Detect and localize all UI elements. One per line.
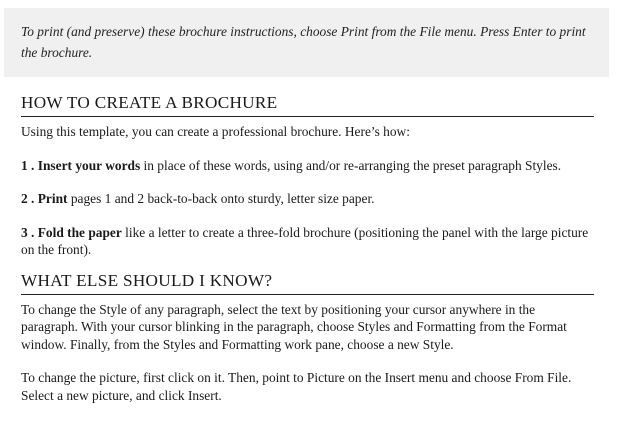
step-1 xyxy=(21,157,594,175)
document-body xyxy=(21,92,594,404)
step-1-number: 1 . xyxy=(21,157,35,173)
heading-what-else: WHAT ELSE SHOULD I KNOW? xyxy=(21,270,594,295)
picture-change-paragraph: To change the picture, first click on it. Then, point to Picture on the Insert menu and choose From File. Select a new picture, and click Insert. xyxy=(21,370,572,403)
step-2 xyxy=(21,190,594,208)
print-instructions-note xyxy=(4,8,609,77)
step-3-text: like a letter to create a three-fold brochure (positioning the panel with the large picture on the front). xyxy=(21,224,589,257)
step-3-bold: Fold the paper xyxy=(37,224,122,240)
step-1-text: in place of these words, using and/or re-arranging the preset paragraph Styles. xyxy=(140,157,562,173)
step-3 xyxy=(21,224,594,259)
heading-how-to-create: HOW TO CREATE A BROCHURE xyxy=(21,92,594,117)
step-2-number: 2 . xyxy=(21,191,35,206)
style-change-paragraph: To change the Style of any paragraph, select the text by positioning your cursor anywhere in the paragraph. With your cursor blinking in the paragraph, choose Styles and Formatting from the Format window. Finally, from the Styles and Formatting work pane, choose a new Style. xyxy=(21,301,567,352)
note-text: To print (and preserve) these brochure instructions, choose Print from the File menu. Press Enter to print the brochure. xyxy=(21,24,586,60)
step-3-number: 3 . xyxy=(21,224,35,240)
step-2-bold: Print xyxy=(37,191,68,206)
step-1-bold: Insert your words xyxy=(37,157,141,173)
step-2-text: pages 1 and 2 back-to-back onto sturdy, letter size paper. xyxy=(67,191,375,206)
intro-paragraph: Using this template, you can create a professional brochure. Here’s how: xyxy=(21,124,410,139)
